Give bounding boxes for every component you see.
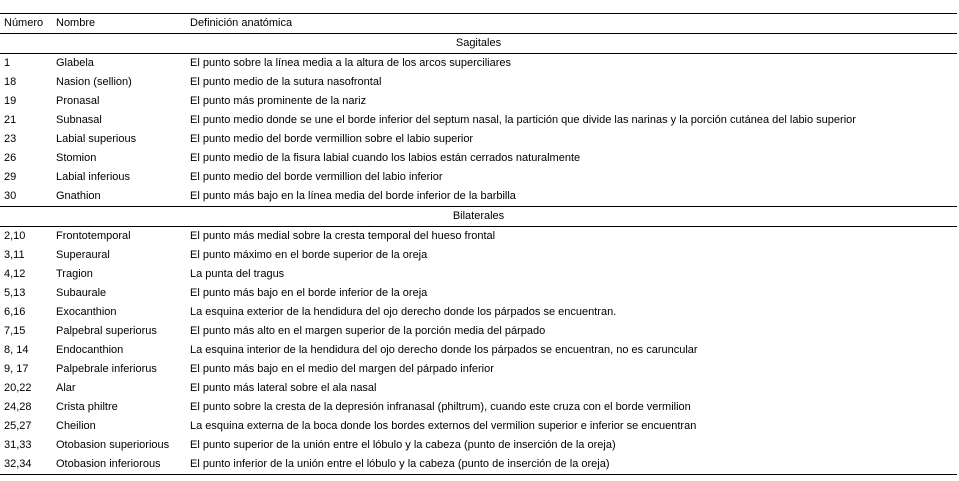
section-title-sagitales [0,34,957,53]
row-definicion: El punto medio del borde vermillion sobre el labio superior [190,133,474,145]
row-nombre: Labial inferious [56,171,130,183]
row-nombre: Endocanthion [56,344,124,356]
row-nombre: Palpebral superiorus [56,325,157,337]
table-row [0,417,957,436]
row-definicion: El punto más bajo en el medio del margen del párpado inferior [190,363,494,375]
row-definicion: La esquina exterior de la hendidura del ojo derecho donde los párpados se encuentran. [190,306,617,318]
table-row [0,436,957,455]
row-nombre: Stomion [56,152,97,164]
table-row [0,73,957,92]
row-numero: 3,11 [4,249,25,261]
row-definicion: El punto medio del borde vermillion del labio inferior [190,171,443,183]
header-row [0,14,957,33]
row-nombre: Nasion (sellion) [56,76,132,88]
row-numero: 30 [4,190,17,202]
row-definicion: El punto superior de la unión entre el lóbulo y la cabeza (punto de inserción de la oreja) [190,439,616,451]
row-nombre: Frontotemporal [56,230,131,242]
row-definicion: El punto más lateral sobre el ala nasal [190,382,377,394]
row-numero: 26 [4,152,17,164]
row-numero: 2,10 [4,230,26,242]
row-definicion: El punto más medial sobre la cresta temporal del hueso frontal [190,230,496,242]
row-numero: 18 [4,76,17,88]
row-numero: 21 [4,114,17,126]
row-numero: 1 [4,57,11,69]
row-definicion: El punto medio de la fisura labial cuando los labios están cerrados naturalmente [190,152,581,164]
table-row [0,246,957,265]
row-definicion: El punto más alto en el margen superior de la porción media del párpado [190,325,546,337]
bottom-rule [0,474,957,475]
table-row [0,149,957,168]
header-definicion: Definición anatómica [190,17,293,29]
row-numero: 32,34 [4,458,32,470]
table-row [0,322,957,341]
table-row [0,379,957,398]
row-numero: 31,33 [4,439,32,451]
row-nombre: Cheilion [56,420,96,432]
row-numero: 20,22 [4,382,32,394]
table-row [0,187,957,206]
header-numero: Número [4,17,44,29]
row-definicion: El punto sobre la línea media a la altura de los arcos superciliares [190,57,512,69]
row-nombre: Otobasion superiorious [56,439,170,451]
table-row [0,284,957,303]
row-nombre: Palpebrale inferiorus [56,363,157,375]
table-row [0,303,957,322]
row-definicion: El punto sobre la cresta de la depresión infranasal (philtrum), cuando este cruza con el borde vermilion [190,401,691,413]
row-nombre: Pronasal [56,95,100,107]
landmarks-table [0,13,957,475]
row-definicion: La punta del tragus [190,268,285,280]
row-numero: 29 [4,171,17,183]
table-row [0,360,957,379]
section-title: Bilaterales [452,210,505,222]
row-definicion: El punto más bajo en la línea media del borde inferior de la barbilla [190,190,516,202]
row-nombre: Tragion [56,268,93,280]
table-row [0,130,957,149]
row-numero: 23 [4,133,17,145]
table-row [0,168,957,187]
table-row [0,227,957,246]
row-nombre: Otobasion inferiorous [56,458,161,470]
row-definicion: El punto máximo en el borde superior de la oreja [190,249,428,261]
row-nombre: Crista philtre [56,401,118,413]
table-row [0,92,957,111]
row-numero: 8, 14 [4,344,29,356]
row-definicion: El punto más bajo en el borde inferior de la oreja [190,287,428,299]
row-numero: 4,12 [4,268,26,280]
section-title-bilaterales [0,207,957,226]
row-nombre: Superaural [56,249,110,261]
section-title: Sagitales [455,37,502,49]
row-nombre: Labial superious [56,133,137,145]
row-definicion: El punto inferior de la unión entre el lóbulo y la cabeza (punto de inserción de la oreja) [190,458,610,470]
row-nombre: Subnasal [56,114,102,126]
table-row [0,111,957,130]
row-definicion: El punto más prominente de la nariz [190,95,367,107]
row-numero: 6,16 [4,306,26,318]
row-numero: 24,28 [4,401,32,413]
row-definicion: El punto medio donde se une el borde inferior del septum nasal, la partición que divide las narinas y la porción cutánea del labio superior [190,114,856,126]
row-numero: 19 [4,95,17,107]
row-definicion: La esquina externa de la boca donde los bordes externos del vermilion superior e inferior se encuentran [190,420,697,432]
header-nombre: Nombre [56,17,96,29]
row-definicion: La esquina interior de la hendidura del ojo derecho donde los párpados se encuentran, no es caruncular [190,344,698,356]
table-row [0,455,957,474]
row-numero: 5,13 [4,287,26,299]
row-numero: 25,27 [4,420,32,432]
table-row [0,54,957,73]
row-nombre: Gnathion [56,190,101,202]
row-numero: 9, 17 [4,363,29,375]
table-row [0,341,957,360]
row-numero: 7,15 [4,325,26,337]
table-row [0,265,957,284]
row-nombre: Exocanthion [56,306,117,318]
row-nombre: Glabela [56,57,94,69]
row-nombre: Alar [56,382,76,394]
row-nombre: Subaurale [56,287,107,299]
table-row [0,398,957,417]
row-definicion: El punto medio de la sutura nasofrontal [190,76,382,88]
